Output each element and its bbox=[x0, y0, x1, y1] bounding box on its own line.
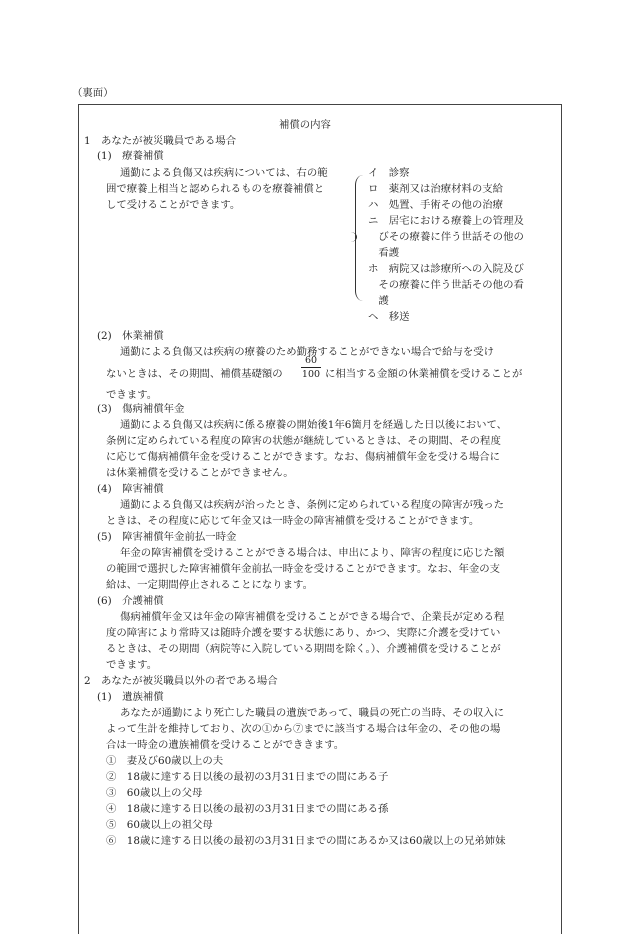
absence-line: ないときは、その期間、補償基礎額の bbox=[106, 368, 283, 380]
survivor-list-item: ② 18歳に達する日以後の最初の3月31日までの間にある子 bbox=[106, 771, 389, 783]
survivor-list-item: ⑥ 18歳に達する日以後の最初の3月31日までの間にあるか又は60歳以上の兄弟姉妹 bbox=[106, 835, 506, 847]
pension-heading: (3) 傷病補償年金 bbox=[97, 403, 185, 415]
survivor-list-item: ④ 18歳に達する日以後の最初の3月31日までの間にある孫 bbox=[106, 803, 389, 815]
survivor-list-item: ③ 60歳以上の父母 bbox=[106, 787, 203, 799]
absence-line: 通勤による負傷又は疾病の療養のため勤務することができない場合で給与を受け bbox=[120, 346, 495, 358]
disability-body-line: 通勤による負傷又は疾病が治ったとき、条例に定められている程度の障害が残った bbox=[120, 499, 505, 511]
medical-item: イ 診察 bbox=[368, 167, 410, 179]
advance-heading: (5) 障害補償年金前払一時金 bbox=[97, 531, 237, 543]
medical-item: ヘ 移送 bbox=[368, 311, 410, 323]
care-body-line: 度の障害により常時又は随時介護を要する状態にあり、かつ、実際に介護を受けてい bbox=[106, 627, 501, 639]
absence-line: に相当する金額の休業補償を受けることが bbox=[325, 368, 523, 380]
pension-body-line: は休業補償を受けることができません。 bbox=[106, 467, 294, 479]
medical-body-line: 囲で療養上相当と認められるものを療養補償と bbox=[106, 183, 325, 195]
absence-heading: (2) 休業補償 bbox=[97, 330, 164, 342]
medical-item: ロ 薬剤又は治療材料の支給 bbox=[368, 183, 504, 195]
survivor-list-item: ⑤ 60歳以上の祖父母 bbox=[106, 819, 213, 831]
medical-item: ニ 居宅における療養上の管理及 bbox=[368, 215, 524, 227]
survivor-body-line: 合は一時金の遺族補償を受けることができきます。 bbox=[106, 739, 345, 751]
page-title: 補償の内容 bbox=[279, 119, 331, 131]
header-label: （裏面） bbox=[72, 87, 114, 99]
fraction-denominator: 100 bbox=[301, 369, 321, 380]
care-heading: (6) 介護補償 bbox=[97, 595, 164, 607]
medical-item: 護 bbox=[368, 295, 389, 307]
care-body-line: るときは、その期間（病院等に入院している期間を除く。）、介護補償を受けることが bbox=[106, 643, 501, 655]
survivor-body-line: よって生計を維持しており、次の①から⑦までに該当する場合は年金の、その他の場 bbox=[106, 723, 501, 735]
care-body-line: 傷病補償年金又は年金の障害補償を受けることができる場合で、企業長が定める程 bbox=[120, 611, 505, 623]
absence-line: できます。 bbox=[106, 389, 158, 401]
advance-body-line: 給は、一定期間停止されることになります。 bbox=[106, 579, 313, 591]
fraction-bar bbox=[301, 367, 321, 368]
medical-item: ホ 病院又は診療所への入院及び bbox=[368, 263, 524, 275]
disability-heading: (4) 障害補償 bbox=[97, 483, 164, 495]
medical-body-line: 通勤による負傷又は疾病については、右の範 bbox=[120, 167, 328, 179]
medical-item: 看護 bbox=[368, 247, 400, 259]
survivor-body-line: あなたが通勤により死亡した職員の遺族であって、職員の死亡の当時、その収入に bbox=[120, 707, 505, 719]
medical-item: ハ 処置、手術その他の治療 bbox=[368, 199, 504, 211]
survivor-heading: (1) 遺族補償 bbox=[97, 691, 164, 703]
advance-body-line: 年金の障害補償を受けることができる場合は、申出により、障害の程度に応じた額 bbox=[120, 547, 505, 559]
section1-heading: 1 あなたが被災職員である場合 bbox=[84, 135, 237, 147]
survivor-list-item: ① 妻及び60歳以上の夫 bbox=[106, 755, 224, 767]
care-body-line: できます。 bbox=[106, 659, 158, 671]
pension-body-line: 通勤による負傷又は疾病に係る療養の開始後1年6箇月を経過した日以後において、 bbox=[120, 419, 508, 431]
medical-item: びその療養に伴う世話その他の bbox=[368, 231, 524, 243]
pension-body-line: に応じて傷病補償年金を受けることができます。なお、傷病補償年金を受ける場合に bbox=[106, 451, 501, 463]
pension-body-line: 条例に定められている程度の障害の状態が継続しているときは、その期間、その程度 bbox=[106, 435, 501, 447]
fraction-numerator: 60 bbox=[304, 355, 318, 366]
advance-body-line: の範囲で選択した障害補償年金前払一時金を受けることができます。なお、年金の支 bbox=[106, 563, 501, 575]
section2-heading: 2 あなたが被災職員以外の者である場合 bbox=[84, 675, 278, 687]
fraction bbox=[301, 355, 321, 380]
medical-body-line: して受けることができます。 bbox=[106, 199, 241, 211]
disability-body-line: ときは、その程度に応じて年金又は一時金の障害補償を受けることができます。 bbox=[106, 515, 480, 527]
medical-heading: (1) 療養補償 bbox=[97, 150, 164, 162]
medical-item: その療養に伴う世話その他の看 bbox=[368, 279, 524, 291]
